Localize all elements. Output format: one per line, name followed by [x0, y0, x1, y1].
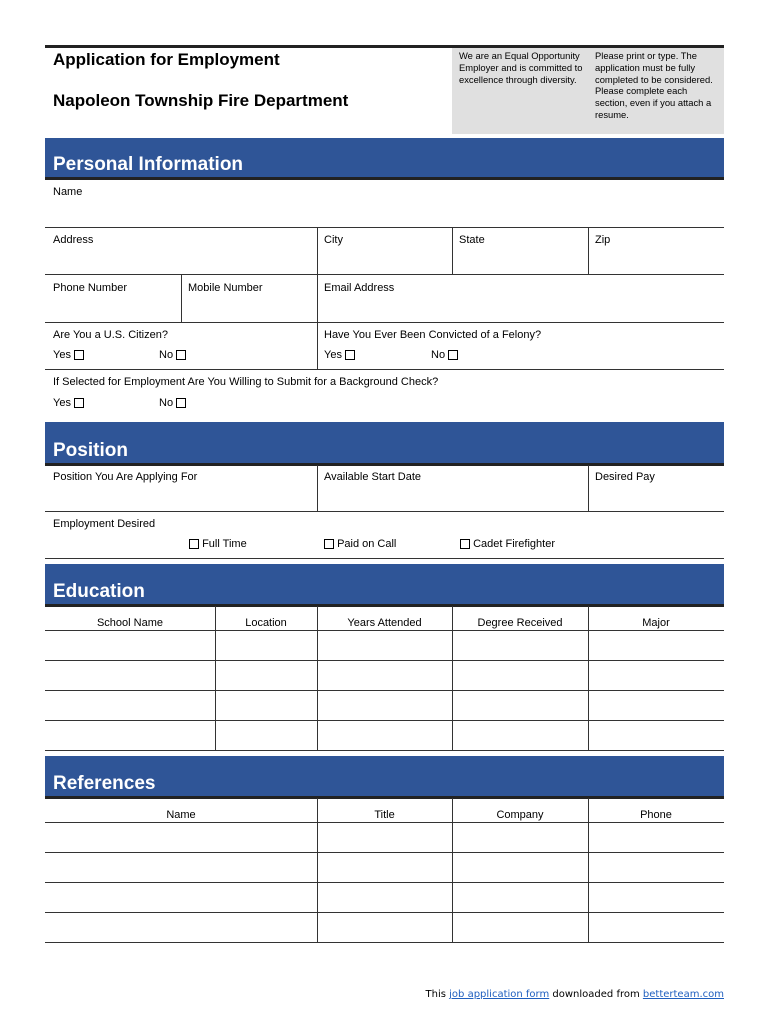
citizen-yes-checkbox[interactable]	[74, 350, 84, 360]
ref-col-company: Company	[496, 809, 544, 821]
mobile-field[interactable]: Mobile Number	[188, 282, 263, 294]
edu-col-years-attended: Years Attended	[347, 617, 422, 629]
form-title: Application for Employment	[53, 50, 280, 69]
table-row[interactable]	[45, 882, 724, 883]
ref-col-name: Name	[166, 809, 196, 821]
background-yes-checkbox[interactable]	[74, 398, 84, 408]
table-row[interactable]	[45, 852, 724, 853]
option-full-time[interactable]: Full Time	[189, 538, 247, 550]
organization-name: Napoleon Township Fire Department	[53, 91, 349, 110]
section-header-references	[45, 756, 724, 796]
felony-no-checkbox[interactable]	[448, 350, 458, 360]
section-title-references: References	[53, 773, 156, 794]
citizen-question: Are You a U.S. Citizen?	[53, 329, 168, 341]
edu-col-location: Location	[245, 617, 287, 629]
section-header-position	[45, 422, 724, 463]
job-application-form-link[interactable]: job application form	[449, 989, 550, 1000]
address-field[interactable]: Address	[53, 234, 94, 246]
felony-no[interactable]: No	[431, 349, 458, 361]
background-no[interactable]: No	[159, 397, 186, 409]
table-row[interactable]	[45, 942, 724, 943]
employment-desired-label: Employment Desired	[53, 518, 156, 530]
edu-col-school-name: School Name	[96, 617, 164, 629]
felony-yes[interactable]: Yes	[324, 349, 355, 361]
desired-pay-field[interactable]: Desired Pay	[595, 471, 655, 483]
citizen-no[interactable]: No	[159, 349, 186, 361]
option-cadet-firefighter[interactable]: Cadet Firefighter	[460, 538, 555, 550]
felony-question: Have You Ever Been Convicted of a Felony?	[324, 329, 542, 341]
background-yes[interactable]: Yes	[53, 397, 84, 409]
full-time-checkbox[interactable]	[189, 539, 199, 549]
paid-on-call-checkbox[interactable]	[324, 539, 334, 549]
state-field[interactable]: State	[459, 234, 485, 246]
table-row[interactable]	[45, 720, 724, 721]
city-field[interactable]: City	[324, 234, 343, 246]
start-date-field[interactable]: Available Start Date	[324, 471, 422, 483]
footer-note: This job application form downloaded from betterteam.com	[425, 989, 724, 1000]
background-no-checkbox[interactable]	[176, 398, 186, 408]
instructions-notice: Please print or type. The application must be fully completed to be considered. Please complete each section, even if you attach a resume.	[595, 50, 713, 120]
section-title-position: Position	[53, 440, 128, 461]
section-title-personal: Personal Information	[53, 154, 244, 175]
betterteam-link[interactable]: betterteam.com	[642, 989, 724, 1000]
background-question: If Selected for Employment Are You Willing to Submit for a Background Check?	[53, 376, 439, 388]
zip-field[interactable]: Zip	[595, 234, 611, 246]
position-applying-field[interactable]: Position You Are Applying For	[53, 471, 198, 483]
table-row[interactable]	[45, 750, 724, 751]
citizen-no-checkbox[interactable]	[176, 350, 186, 360]
edu-col-degree-received: Degree Received	[477, 617, 563, 629]
eeo-notice: We are an Equal Opportunity Employer and is committed to excellence through diversity.	[459, 50, 583, 85]
ref-col-phone: Phone	[640, 809, 672, 821]
section-header-education	[45, 564, 724, 604]
edu-col-major: Major	[642, 617, 670, 629]
table-row[interactable]	[45, 690, 724, 691]
email-field[interactable]: Email Address	[324, 282, 395, 294]
table-row[interactable]	[45, 912, 724, 913]
name-field[interactable]: Name	[53, 186, 83, 198]
option-paid-on-call[interactable]: Paid on Call	[324, 538, 396, 550]
cadet-firefighter-checkbox[interactable]	[460, 539, 470, 549]
ref-col-title: Title	[374, 809, 395, 821]
felony-yes-checkbox[interactable]	[345, 350, 355, 360]
section-header-personal	[45, 138, 724, 177]
section-title-education: Education	[53, 581, 145, 602]
phone-field[interactable]: Phone Number	[53, 282, 127, 294]
citizen-yes[interactable]: Yes	[53, 349, 84, 361]
table-row[interactable]	[45, 660, 724, 661]
